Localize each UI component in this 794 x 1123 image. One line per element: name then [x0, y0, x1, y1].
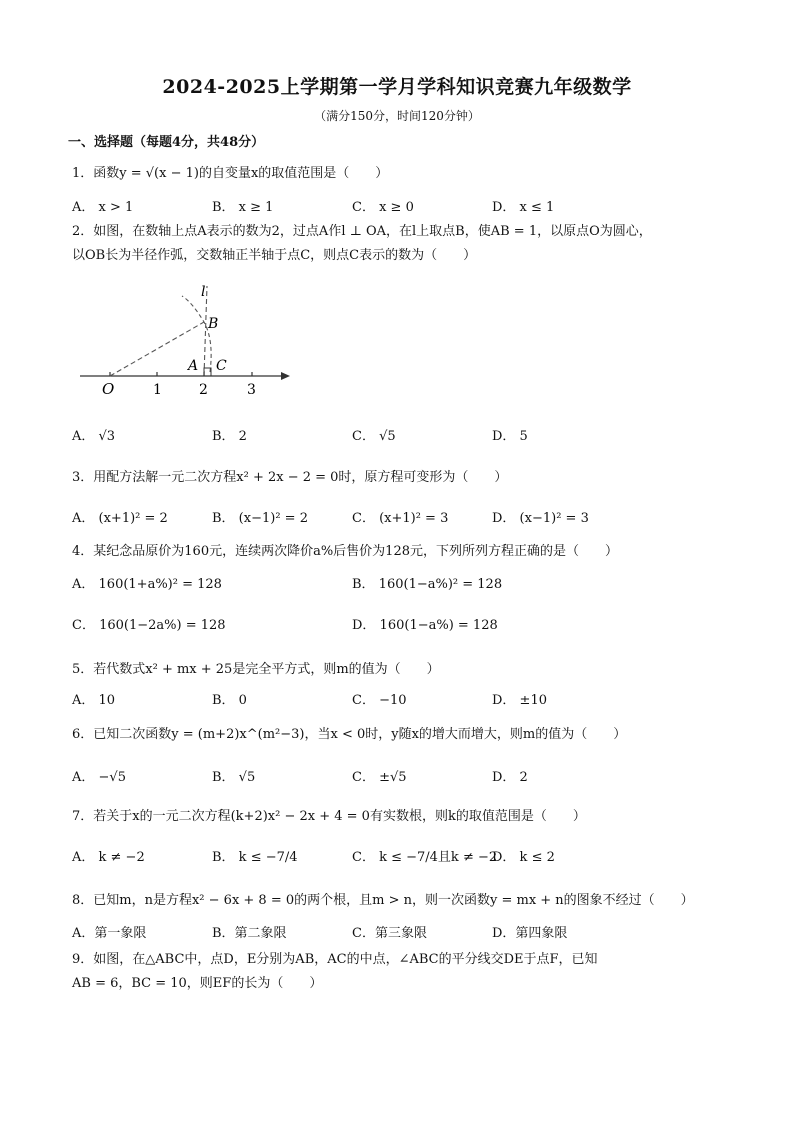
- q3-option-b: B． (x−1)² = 2: [212, 511, 308, 526]
- q4-option-b: B． 160(1−a%)² = 128: [352, 577, 503, 592]
- question-3: 3．用配方法解一元二次方程x² + 2x − 2 = 0时，原方程可变形为（ ）: [72, 470, 508, 485]
- q6-option-c: C． ±√5: [352, 770, 407, 785]
- q5-option-c: C． −10: [352, 693, 407, 708]
- q6-option-a: A． −√5: [72, 770, 126, 785]
- q4-option-a: A． 160(1+a%)² = 128: [72, 577, 222, 592]
- q6-option-d: D． 2: [492, 770, 528, 785]
- tick-label-1: 1: [153, 382, 162, 398]
- label-b: B: [208, 316, 219, 332]
- section-heading: 一、选择题（每题4分，共48分）: [68, 135, 265, 150]
- question-8: 8．已知m，n是方程x² − 6x + 8 = 0的两个根，且m > n，则一次函数y = mx + n的图象不经过（ ）: [72, 893, 694, 908]
- q5-option-a: A． 10: [72, 693, 116, 708]
- q2-option-c: C． √5: [352, 429, 396, 444]
- question-2: 2．如图，在数轴上点A表示的数为2，过点A作l ⊥ OA，在l上取点B，使AB = 1，以原点O为圆心，: [72, 224, 652, 239]
- tick-label-2: 2: [199, 382, 208, 398]
- label-c: C: [216, 358, 227, 374]
- q2-option-d: D． 5: [492, 429, 528, 444]
- q8-option-a: A．第一象限: [72, 926, 147, 941]
- question-9-line2: AB = 6，BC = 10，则EF的长为（ ）: [72, 976, 323, 991]
- q1-option-b: B． x ≥ 1: [212, 200, 274, 215]
- q4-option-c: C． 160(1−2a%) = 128: [72, 618, 226, 633]
- number-line-diagram: [72, 280, 302, 410]
- q1-option-c: C． x ≥ 0: [352, 200, 414, 215]
- q7-option-d: D． k ≤ 2: [492, 850, 555, 865]
- q4-option-d: D． 160(1−a%) = 128: [352, 618, 498, 633]
- label-a: A: [188, 358, 199, 374]
- q8-option-c: C．第三象限: [352, 926, 427, 941]
- q1-option-a: A． x > 1: [72, 200, 134, 215]
- q2-option-a: A． √3: [72, 429, 116, 444]
- q7-option-c: C． k ≤ −7/4且k ≠ −2: [352, 850, 498, 865]
- q1-option-d: D． x ≤ 1: [492, 200, 555, 215]
- question-4: 4．某纪念品原价为160元，连续两次降价a%后售价为128元，下列所列方程正确的是（ ）: [72, 544, 619, 559]
- q7-option-b: B． k ≤ −7/4: [212, 850, 298, 865]
- q8-option-d: D．第四象限: [492, 926, 568, 941]
- question-5: 5．若代数式x² + mx + 25是完全平方式，则m的值为（ ）: [72, 662, 440, 677]
- q2-option-b: B． 2: [212, 429, 247, 444]
- q5-option-d: D． ±10: [492, 693, 547, 708]
- q8-option-b: B．第二象限: [212, 926, 287, 941]
- tick-label-3: 3: [247, 382, 256, 398]
- question-1: 1．函数y = √(x − 1)的自变量x的取值范围是（ ）: [72, 166, 389, 181]
- q7-option-a: A． k ≠ −2: [72, 850, 145, 865]
- page-title: 2024-2025上学期第一学月学科知识竞赛九年级数学: [162, 76, 632, 98]
- q3-option-d: D． (x−1)² = 3: [492, 511, 589, 526]
- question-7: 7．若关于x的一元二次方程(k+2)x² − 2x + 4 = 0有实数根，则k的取值范围是（ ）: [72, 809, 586, 824]
- label-l: l: [201, 284, 206, 300]
- question-9: 9．如图，在△ABC中，点D，E分别为AB，AC的中点，∠ABC的平分线交DE于点F，已知: [72, 952, 598, 967]
- q6-option-b: B． √5: [212, 770, 256, 785]
- question-2-line2: 以OB长为半径作弧，交数轴正半轴于点C，则点C表示的数为（ ）: [72, 248, 477, 263]
- q5-option-b: B． 0: [212, 693, 247, 708]
- page-subtitle: （满分150分，时间120分钟）: [314, 109, 480, 123]
- q3-option-c: C． (x+1)² = 3: [352, 511, 449, 526]
- q3-option-a: A． (x+1)² = 2: [72, 511, 168, 526]
- label-o: O: [102, 380, 115, 398]
- question-6: 6．已知二次函数y = (m+2)x^(m²−3)，当x < 0时，y随x的增大而增大，则m的值为（ ）: [72, 727, 627, 742]
